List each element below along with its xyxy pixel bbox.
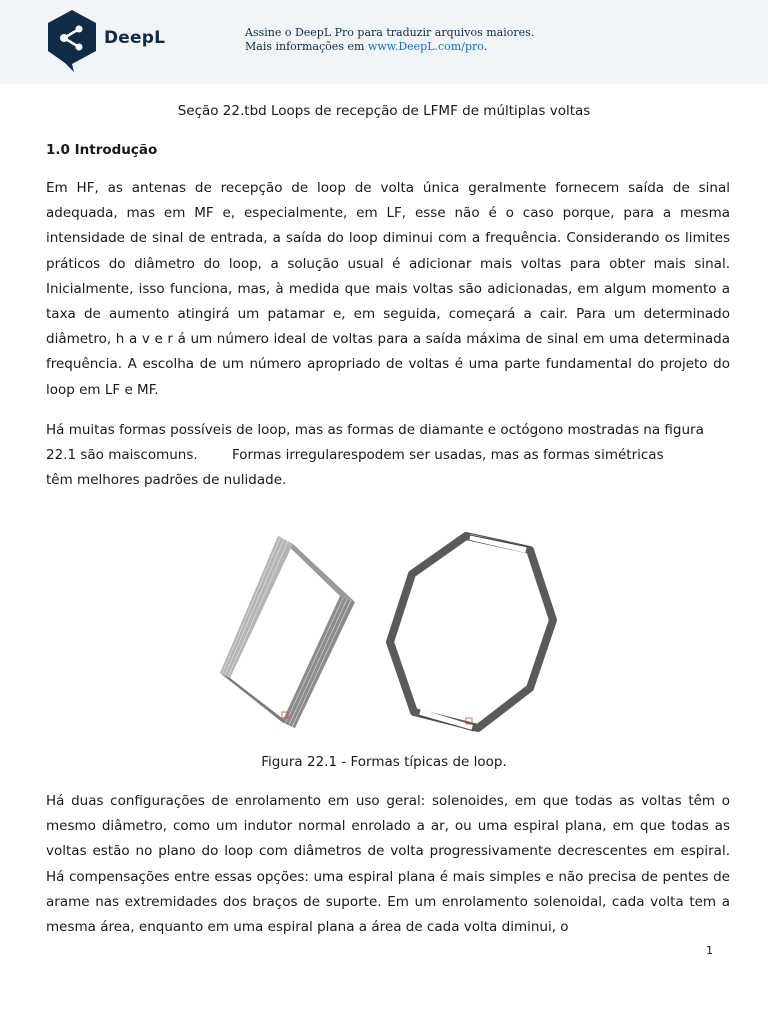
deepl-logo[interactable] [44,8,194,74]
paragraph-2 [46,418,730,494]
deepl-brand-name: DeepL [104,28,166,48]
paragraph-2-line-1: Há muitas formas possíveis de loop, mas as formas de diamante e octógono mostradas na figura [46,422,704,438]
promo-line-2-suffix: . [483,40,488,53]
promo-line-2-prefix: Mais informações em [245,40,368,53]
octagon-loop-shape [390,535,553,731]
section-heading: 1.0 Introdução [46,142,158,158]
loop-shapes-figure [200,528,580,738]
paragraph-2-line-2: 22.1 são maiscomuns. Formas irregularespodem ser usadas, mas as formas simétricas [46,447,664,464]
figure-caption: Figura 22.1 - Formas típicas de loop. [261,754,507,770]
paragraph-2-line-3: têm melhores padrões de nulidade. [46,472,287,489]
paragraph-1: Em HF, as antenas de recepção de loop de volta única geralmente fornecem saída de sinal adequada, mas em MF e, especialmente, em LF, esse não é o caso porque, para a mesma intensidade de sinal de entrada, a saída do loop diminui com a frequência. Considerando os limites práticos do diâmetro do loop, a solução usual é adicionar mais voltas para obter mais sinal. Inicialmente, isso funciona, mas, à medida que mais voltas são adicionadas, em algum momento a taxa de aumento atingirá um patamar e, em seguida, começará a cair. Para um determinado diâmetro, h a v e r á um número ideal de voltas para a saída máxima de sinal em uma determinada frequência. A escolha de um número apropriado de voltas é uma parte fundamental do projeto do loop em LF e MF. [46,180,730,398]
promo-line-1: Assine o DeepL Pro para traduzir arquivos maiores. [245,26,535,39]
diamond-loop-shape [220,536,355,728]
section-title: Seção 22.tbd Loops de recepção de LFMF de múltiplas voltas [177,103,591,119]
deepl-banner [0,0,768,84]
promo-line-2 [245,40,534,54]
deepl-logo-icon [44,8,100,72]
promo-text [245,26,534,54]
page-number: 1 [706,944,713,957]
promo-link[interactable]: www.DeepL.com/pro [367,40,484,53]
paragraph-3: Há duas configurações de enrolamento em uso geral: solenoides, em que todas as voltas têm o mesmo diâmetro, como um indutor normal enrolado a ar, ou uma espiral plana, em que todas as voltas estão no plano do loop com diâmetros de volta progressivamente decrescentes em espiral. Há compensações entre essas opções: uma espiral plana é mais simples e não precisa de pentes de arame nas extremidades dos braços de suporte. Em um enrolamento solenoidal, cada volta tem a mesma área, enquanto em uma espiral plana a área de cada volta diminui, o [46,793,730,936]
